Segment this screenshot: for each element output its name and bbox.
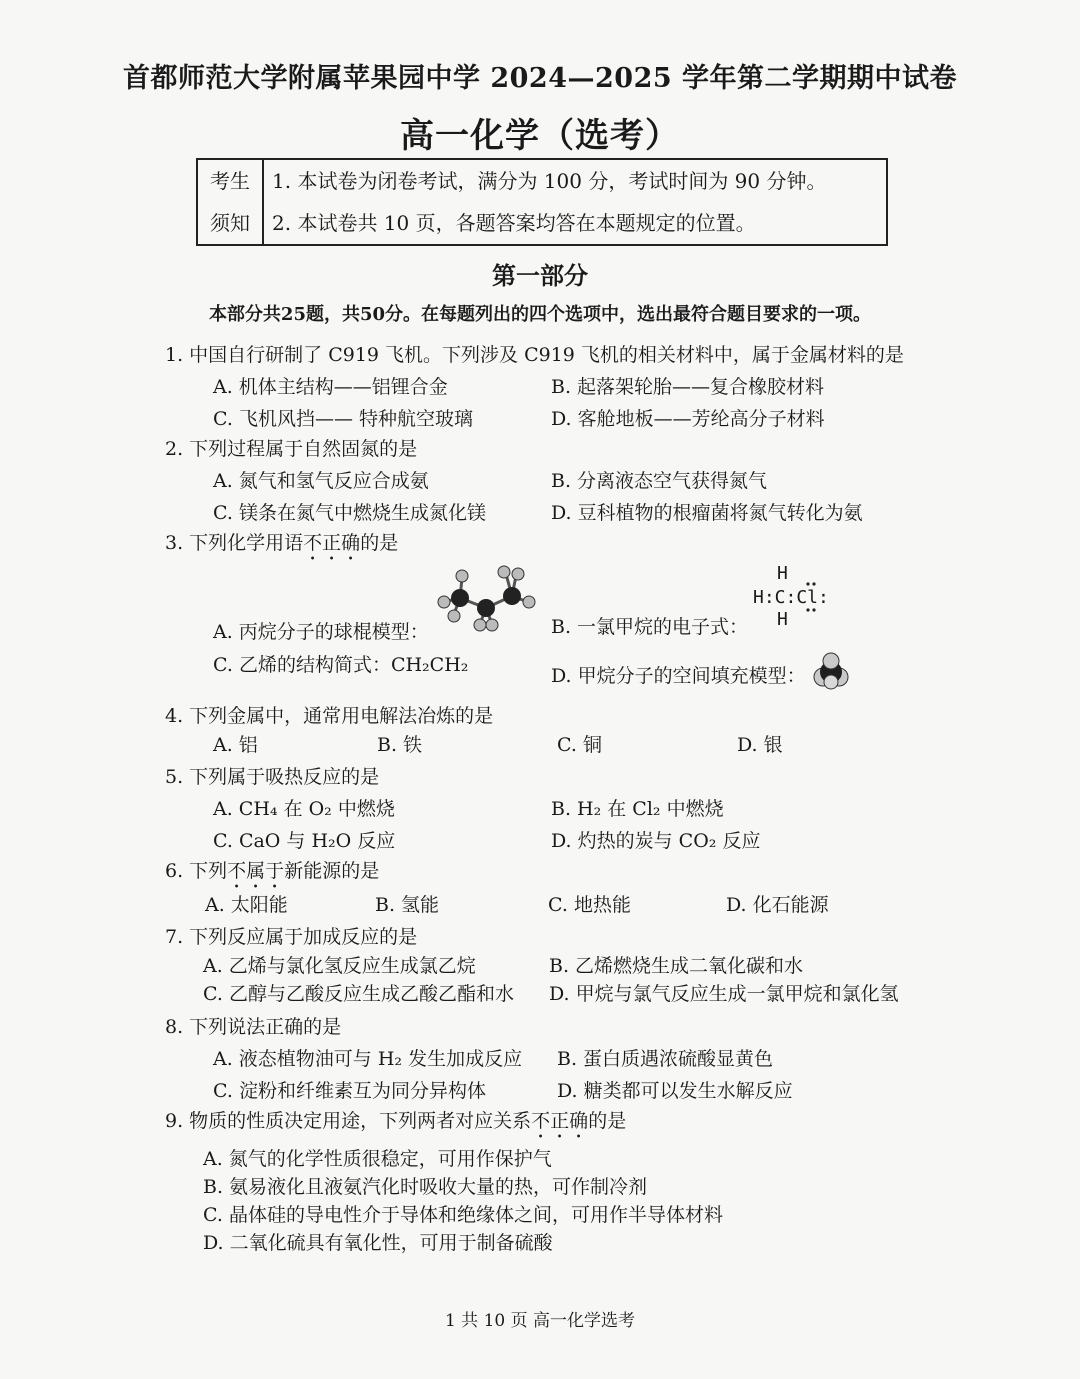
notice-item-2: 2. 本试卷共 10 页，各题答案均答在本题规定的位置。: [272, 211, 756, 235]
question-5-option-b: B. H₂ 在 Cl₂ 中燃烧: [551, 798, 724, 820]
question-9-stem-post: 的是: [588, 1110, 627, 1132]
question-3-option-b: B. 一氯甲烷的电子式：: [551, 616, 749, 638]
question-1-option-d: D. 客舱地板——芳纶高分子材料: [551, 408, 825, 430]
question-1-stem: 1. 中国自行研制了 C919 飞机。下列涉及 C919 飞机的相关材料中，属于金属材料的是: [165, 344, 904, 366]
notice-label-line1: 考生: [197, 159, 263, 202]
question-3-stem: [165, 528, 398, 565]
lewis-bottom-h: H: [777, 609, 788, 630]
question-7-option-d: D. 甲烷与氯气反应生成一氯甲烷和氯化氢: [549, 983, 899, 1005]
propane-ball-stick-model: [434, 564, 538, 632]
question-2-option-b: B. 分离液态空气获得氮气: [551, 470, 768, 492]
page-footer: 1 共 10 页 高一化学选考: [444, 1311, 636, 1331]
question-9-option-d: D. 二氧化硫具有氧化性，可用于制备硫酸: [203, 1232, 553, 1254]
part-title: 第一部分: [492, 261, 588, 290]
question-8-option-c: C. 淀粉和纤维素互为同分异构体: [213, 1080, 486, 1102]
question-6-option-a: A. 太阳能: [205, 894, 288, 916]
question-4-option-d: D. 银: [737, 734, 783, 756]
question-8-option-d: D. 糖类都可以发生水解反应: [557, 1080, 793, 1102]
question-2-stem: 2. 下列过程属于自然固氮的是: [165, 438, 418, 460]
subject-title: 高一化学（选考）: [400, 116, 680, 156]
question-4-stem: 4. 下列金属中，通常用电解法冶炼的是: [165, 705, 494, 727]
question-5-option-d: D. 灼热的炭与 CO₂ 反应: [551, 830, 761, 852]
question-6-emphasis: 不属于: [227, 860, 285, 882]
lewis-extra-electrons: [800, 582, 830, 612]
question-6-stem-post: 新能源的是: [284, 860, 380, 882]
question-9-option-b: B. 氨易液化且液氨汽化时吸收大量的热，可作制冷剂: [203, 1176, 648, 1198]
question-3-stem-pre: 3. 下列化学用语: [165, 532, 304, 554]
question-6-stem-pre: 6. 下列: [165, 860, 228, 882]
question-9-emphasis: 不正确: [531, 1110, 589, 1132]
question-1-option-a: A. 机体主结构——铝锂合金: [213, 376, 448, 398]
question-9-stem: [165, 1106, 626, 1143]
lewis-top-h: H: [777, 563, 788, 584]
question-9-stem-pre: 9. 物质的性质决定用途，下列两者对应关系: [165, 1110, 532, 1132]
exam-notice-box: [196, 158, 888, 246]
question-3-option-c: C. 乙烯的结构简式：CH₂CH₂: [213, 654, 469, 676]
question-6-stem: [165, 856, 379, 893]
question-7-option-c: C. 乙醇与乙酸反应生成乙酸乙酯和水: [203, 983, 514, 1005]
question-4-option-a: A. 铝: [213, 734, 258, 756]
question-9-option-a: A. 氮气的化学性质很稳定，可用作保护气: [203, 1148, 552, 1170]
question-7-option-a: A. 乙烯与氯化氢反应生成氯乙烷: [203, 955, 476, 977]
question-3-stem-post: 的是: [360, 532, 399, 554]
question-8-option-b: B. 蛋白质遇浓硫酸显黄色: [557, 1048, 774, 1070]
question-4-option-c: C. 铜: [557, 734, 602, 756]
question-9-option-c: C. 晶体硅的导电性介于导体和绝缘体之间，可用作半导体材料: [203, 1204, 723, 1226]
question-8-option-a: A. 液态植物油可与 H₂ 发生加成反应: [213, 1048, 523, 1070]
question-8-stem: 8. 下列说法正确的是: [165, 1016, 342, 1038]
part-intro: 本部分共25题，共50分。在每题列出的四个选项中，选出最符合题目要求的一项。: [208, 304, 872, 325]
question-2-option-d: D. 豆科植物的根瘤菌将氮气转化为氨: [551, 502, 863, 524]
lewis-structure-mid: H:C:Cl:: [753, 587, 829, 608]
methane-space-filling-model: [812, 652, 850, 690]
school-title: 首都师范大学附属苹果园中学 2024—2025 学年第二学期期中试卷: [122, 63, 958, 94]
question-6-option-b: B. 氢能: [375, 894, 440, 916]
question-6-option-c: C. 地热能: [548, 894, 631, 916]
question-5-option-c: C. CaO 与 H₂O 反应: [213, 830, 396, 852]
question-2-option-a: A. 氮气和氢气反应合成氨: [213, 470, 429, 492]
question-2-option-c: C. 镁条在氮气中燃烧生成氮化镁: [213, 502, 486, 524]
question-7-stem: 7. 下列反应属于加成反应的是: [165, 926, 418, 948]
question-5-stem: 5. 下列属于吸热反应的是: [165, 766, 380, 788]
question-7-option-b: B. 乙烯燃烧生成二氧化碳和水: [549, 955, 804, 977]
question-6-option-d: D. 化石能源: [726, 894, 829, 916]
notice-label-line2: 须知: [197, 202, 263, 245]
question-3-option-a: A. 丙烷分子的球棍模型：: [213, 621, 429, 643]
question-5-option-a: A. CH₄ 在 O₂ 中燃烧: [213, 798, 395, 820]
question-1-option-c: C. 飞机风挡—— 特种航空玻璃: [213, 408, 473, 430]
notice-item-1: 1. 本试卷为闭卷考试，满分为 100 分，考试时间为 90 分钟。: [272, 169, 827, 193]
question-3-emphasis: 不正确: [303, 532, 361, 554]
question-1-option-b: B. 起落架轮胎——复合橡胶材料: [551, 376, 825, 398]
question-3-option-d: D. 甲烷分子的空间填充模型：: [551, 665, 806, 687]
question-4-option-b: B. 铁: [377, 734, 423, 756]
